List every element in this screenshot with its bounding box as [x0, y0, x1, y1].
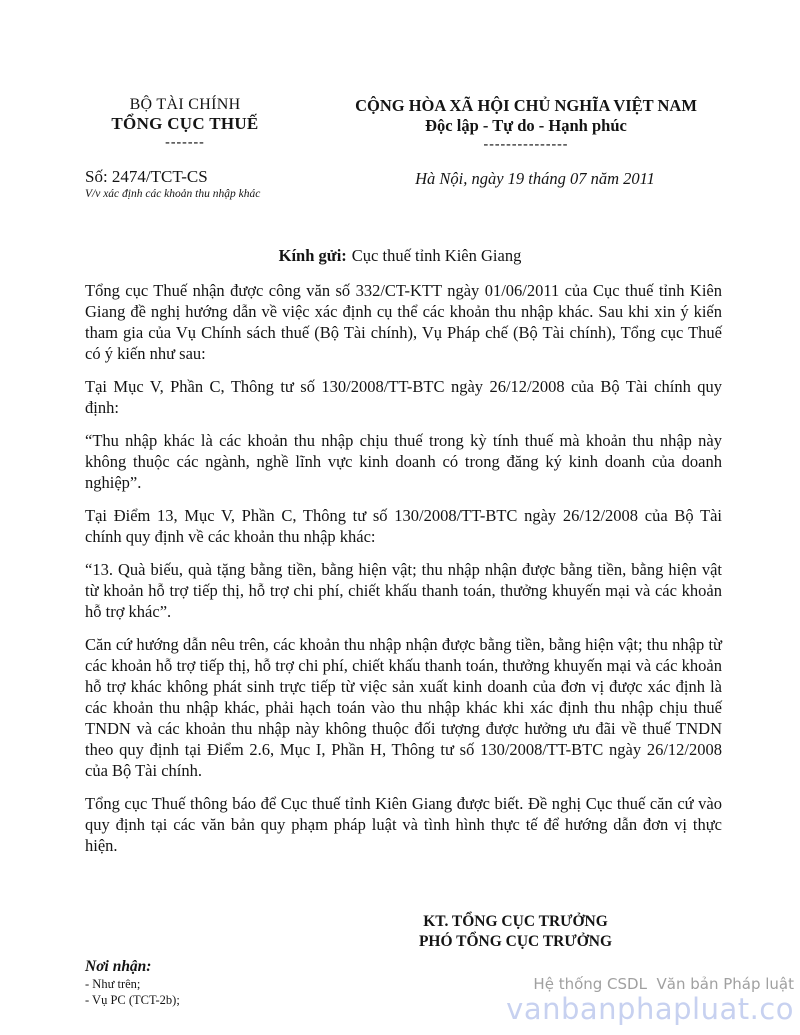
watermark — [506, 975, 794, 1025]
recipient-item: - Vụ PC (TCT-2b); — [85, 993, 180, 1007]
parent-agency-name: BỘ TÀI CHÍNH — [129, 96, 241, 113]
reference-row — [0, 152, 800, 200]
signer-title-line2: PHÓ TỔNG CỤC TRƯỞNG — [418, 933, 613, 950]
national-title: CỘNG HÒA XÃ HỘI CHỦ NGHĨA VIỆT NAM — [355, 96, 697, 115]
reference-right — [340, 167, 730, 189]
salutation-label: Kính gửi: — [278, 246, 347, 265]
letterhead — [0, 0, 800, 152]
document-number: Số: 2474/TCT-CS — [85, 167, 208, 186]
document-body — [85, 280, 722, 856]
body-paragraph: “13. Quà biếu, quà tặng bằng tiền, bằng hiện vật; thu nhập nhận được bằng tiền, bằng hiện vật từ khoản hỗ trợ tiếp thị, hỗ trợ chi phí, chiết khấu thanh toán, thưởng khuyến mại và các khoản hỗ trợ khác”. — [85, 560, 722, 621]
salutation-recipient: Cục thuế tỉnh Kiên Giang — [351, 246, 522, 265]
place-and-date: Hà Nội, ngày 19 tháng 07 năm 2011 — [415, 169, 655, 188]
watermark-site-caption: Hệ thống CSDL Văn bản Pháp luật — [533, 975, 794, 993]
motto-divider: --------------- — [483, 137, 569, 152]
agency-name: TỔNG CỤC THUẾ — [111, 114, 259, 133]
salutation — [0, 246, 800, 266]
national-header-block — [326, 96, 726, 152]
recipients-label: Nơi nhận: — [85, 958, 152, 975]
body-paragraph: Căn cứ hướng dẫn nêu trên, các khoản thu nhập nhận được bằng tiền, bằng hiện vật; thu nhập từ các khoản hỗ trợ tiếp thị, hỗ trợ chi phí, chiết khấu thanh toán, thưởng khuyến mại và các khoản hỗ trợ khác không phát sinh trực tiếp từ việc sản xuất kinh doanh của đơn vị được xác định là các khoản thu nhập khác, phải hạch toán vào thu nhập khác khi xác định thu nhập chịu thuế TNDN và các khoản thu nhập này không thuộc đối tượng được hưởng ưu đãi về thuế TNDN theo quy định tại Điểm 2.6, Mục I, Phần H, Thông tư số 130/2008/TT-BTC ngày 26/12/2008 của Bộ Tài chính. — [85, 635, 722, 780]
signer-title-line1: KT. TỔNG CỤC TRƯỞNG — [423, 913, 608, 930]
body-paragraph: Tổng cục Thuế nhận được công văn số 332/CT-KTT ngày 01/06/2011 của Cục thuế tỉnh Kiên Giang đề nghị hướng dẫn về việc xác định cụ thể các khoản thu nhập khác. Sau khi xin ý kiến tham gia của Vụ Chính sách thuế (Bộ Tài chính), Vụ Pháp chế (Bộ Tài chính), Tổng cục Thuế có ý kiến như sau: — [85, 281, 722, 363]
recipient-item: - Như trên; — [85, 977, 141, 991]
agency-divider: ------- — [165, 135, 205, 150]
body-paragraph: Tổng cục Thuế thông báo để Cục thuế tỉnh Kiên Giang được biết. Đề nghị Cục thuế căn cứ vào quy định tại các văn bản quy phạm pháp luật và tình hình thực tế để hướng dẫn đơn vị thực hiện. — [85, 794, 722, 855]
body-paragraph: “Thu nhập khác là các khoản thu nhập chịu thuế trong kỳ tính thuế mà khoản thu nhập này không thuộc các ngành, nghề lĩnh vực kinh doanh có trong đăng ký kinh doanh của doanh nghiệp”. — [85, 431, 722, 492]
issuing-agency-block — [60, 96, 310, 152]
national-motto: Độc lập - Tự do - Hạnh phúc — [425, 116, 627, 135]
document-subject: V/v xác định các khoản thu nhập khác — [85, 188, 261, 200]
body-paragraph: Tại Điểm 13, Mục V, Phần C, Thông tư số 130/2008/TT-BTC ngày 26/12/2008 của Bộ Tài chính quy định về các khoản thu nhập khác: — [85, 506, 722, 546]
signature-block — [388, 912, 643, 952]
body-paragraph: Tại Mục V, Phần C, Thông tư số 130/2008/TT-BTC ngày 26/12/2008 của Bộ Tài chính quy định: — [85, 377, 722, 417]
reference-left — [85, 167, 340, 200]
watermark-site-url: vanbanphapluat.co — [506, 992, 794, 1026]
